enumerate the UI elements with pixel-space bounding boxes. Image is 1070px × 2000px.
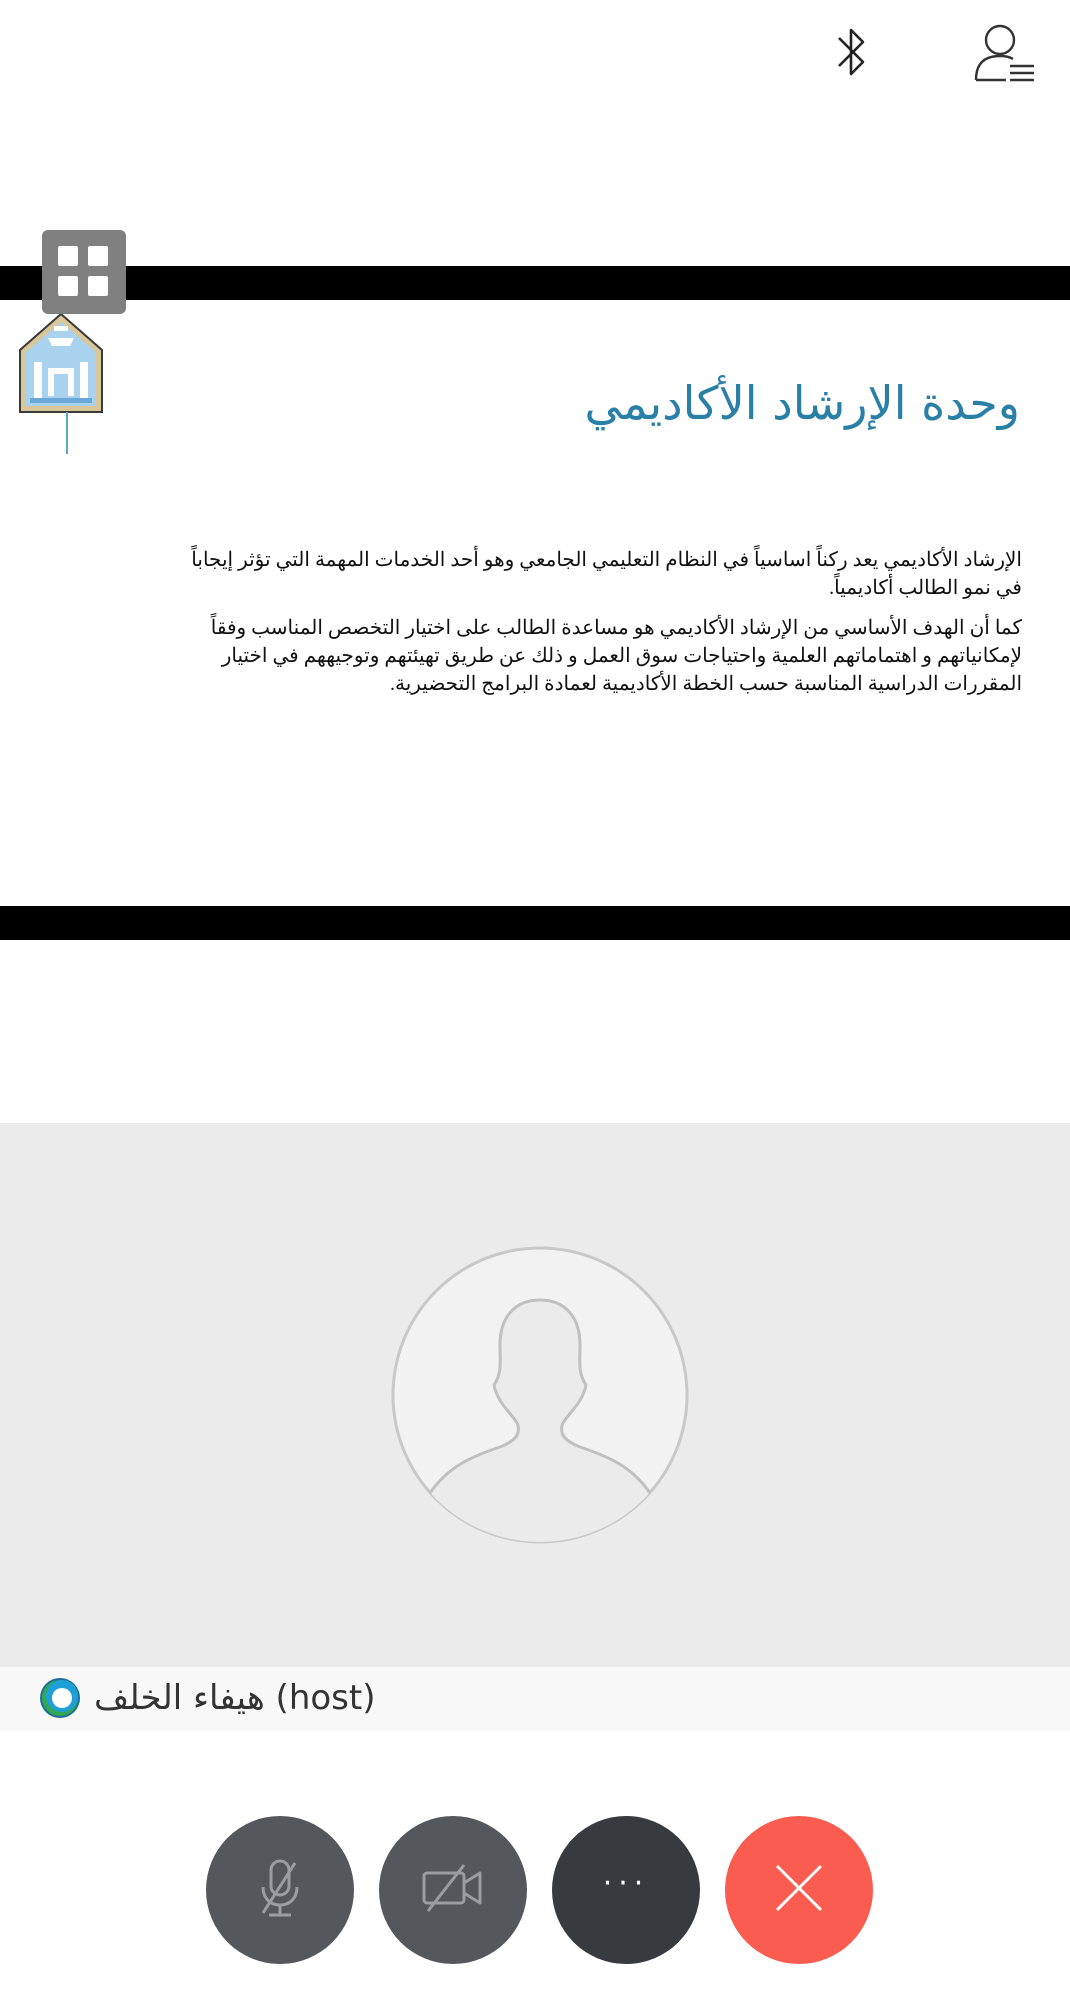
letterbox-bottom [0,906,1070,940]
slide-paragraph: كما أن الهدف الأساسي من الإرشاد الأكاديمي هو مساعدة الطالب على اختيار التخصص المناسب وفقاً لإمكانياتهم و اهتماماتهم العلمية واحتياجات سوق العمل و ذلك عن طريق تهيئتهم وتوجيههم في اختيار المقررات الدراسية المناسبة حسب الخطة الأكاديمية لعمادة البرامج التحضيرية. [210,617,1022,695]
end-call-button[interactable] [725,1816,873,1964]
video-off-icon [418,1853,488,1927]
grid-view-button[interactable] [42,230,126,314]
more-icon: ··· [602,1865,650,1901]
video-toggle-button[interactable] [379,1816,527,1964]
participant-name: هيفاء الخلف (host) [94,1678,376,1718]
letterbox-top [0,266,1070,300]
slide-title: وحدة الإرشاد الأكاديمي [584,376,1020,430]
webex-logo-icon [38,1676,82,1720]
bluetooth-icon[interactable] [826,20,876,84]
microphone-muted-icon [245,1853,315,1927]
close-icon [769,1858,829,1922]
default-avatar-icon [390,1245,690,1545]
mute-button[interactable] [206,1816,354,1964]
slide-paragraph: الإرشاد الأكاديمي يعد ركناً اساسياً في النظام التعليمي الجامعي وهو أحد الخدمات المهمة التي تؤثر إيجاباً في نمو الطالب أكاديمياً. [191,549,1022,599]
participants-list-icon[interactable] [970,20,1040,84]
slide-divider-line [66,412,68,454]
university-logo [18,312,104,416]
more-options-button[interactable] [552,1816,700,1964]
